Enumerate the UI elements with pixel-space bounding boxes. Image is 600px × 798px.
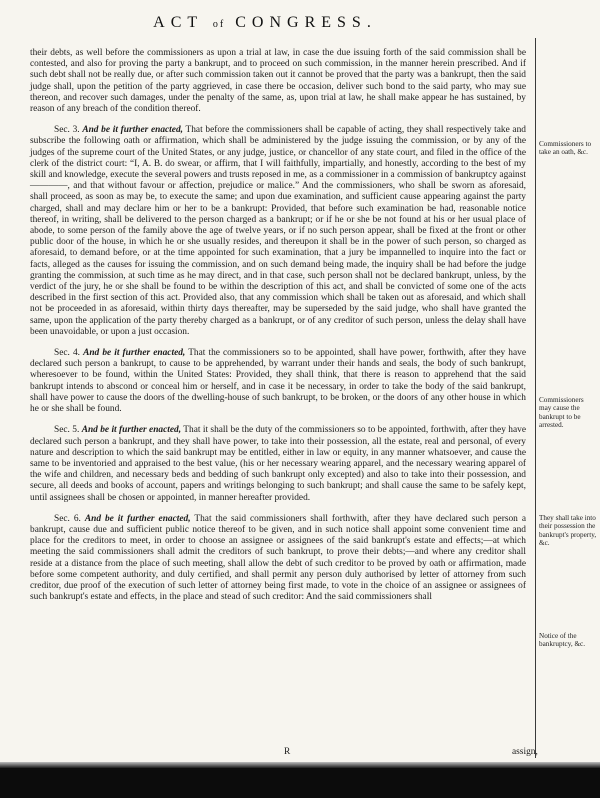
running-header <box>0 14 530 32</box>
section-5-text: That it shall be the duty of the commissioners so to be appointed, forthwith, after they have declared such person a bankrupt, and they shall have power, to take into their possession, all the estate, real and personal, of every nature and description to which the said bankrupt may be entitled, either in law or equity, in any manner whatsoever, and cause the same to be inventoried and appraised to the best value, (his or her necessary wearing apparel, and the necessary wearing apparel of the wife and children, and necessary beds and bedding of such bankrupt only excepted) and also to take into their possession, and secure, all deeds and books of account, papers and writings belonging to such bankrupt; and shall cause the same to be safely kept, until assignees shall be chosen or appointed, in manner hereafter provided. <box>30 425 526 503</box>
catchword: assign, <box>512 747 538 757</box>
header-congress: CONGRESS. <box>235 14 377 31</box>
body-text <box>30 48 526 603</box>
section-5-number: Sec. 5. <box>54 425 80 436</box>
section-4-enacting-clause: And be it further enacted, <box>83 348 186 359</box>
header-act: ACT <box>153 14 203 31</box>
section-6-enacting-clause: And be it further enacted, <box>84 513 191 524</box>
scan-border <box>0 762 600 798</box>
section-6-number: Sec. 6. <box>54 513 81 524</box>
section-4 <box>30 348 526 415</box>
section-5-enacting-clause: And be it further enacted, <box>81 425 182 436</box>
section-4-number: Sec. 4. <box>54 348 80 359</box>
section-4-text: That the commissioners so to be appointed, shall have power, forthwith, after they have declared such person a bankrupt, to cause to be apprehended, by warrant under their hands and seals, the body of such bankrupt, wheresoever to be found, within the United States: Provided, they shall think, that there is reason to apprehend that the said bankrupt intends to abscond or conceal him or herself, and in case it be necessary, in order to take the body of the said bankrupt, shall have power to cause the doors of the dwelling-house of such bankrupt, to be broken, or the doors of any other house in which he or she shall be found. <box>30 348 526 415</box>
margin-note-section-4: Commissioners may cause the bankrupt to be arrested. <box>539 396 584 430</box>
section-3-enacting-clause: And be it further enacted, <box>82 125 183 136</box>
scan-border-shadow <box>0 762 600 768</box>
margin-note-section-3: Commissioners to take an oath, &c. <box>539 140 592 157</box>
paragraph-continuation: their debts, as well before the commissioners as upon a trial at law, in case the due issuing forth of the said commission shall be contested, and also for proving the party a bankrupt, and to proceed on such commission, in the manner herein prescribed. And if such debt shall not be really due, or after such commission taken out it cannot be proved that the party was a bankrupt, then the said judge shall, upon the petition of the party aggrieved, in case there be occasion, deliver such bond to the said party, who may sue thereon, and recover such damages, under the penalty of the same, as, upon trial at law, he shall make appear he has sustained, by reason of any breach of the condition thereof. <box>30 48 526 115</box>
section-5 <box>30 425 526 503</box>
margin-note-section-6: Notice of the bankruptcy, &c. <box>539 632 586 649</box>
signature-mark: R <box>284 747 291 757</box>
section-6 <box>30 514 526 604</box>
header-of: of <box>212 19 226 30</box>
section-3-text: That before the commissioners shall be capable of acting, they shall respectively take and subscribe the following oath or affirmation, which shall be administered by the judge issuing the commission, or by any of the judges of the supreme court of the United States, or any judge, justice, or chancellor of any state court, and filed in the office of the clerk of the district court: “I, A. B. do swear, or affirm, that I will faithfully, impartially, and honestly, according to the best of my skill and knowledge, execute the several powers and trusts reposed in me, as a commissioner in a commission of bankruptcy against ————, and that without favour or affection, prejudice or malice.” And the commissioners, who shall be sworn as aforesaid, shall proceed, as soon as may be, to execute the same; and upon due examination, and sufficient cause appearing against the party charged, shall and may declare him or her to be a bankrupt: Provided, that before such examination be had, reasonable notice thereof, in writing, shall be delivered to the person charged as a bankrupt; or if he or she be not found at his or her usual place of abode, to some person of the family above the age of twelve years, or if no such person appear, shall be fixed at the front or other public door of the house, in which he or she usually resides, and thereupon it shall be in the power of such person, so charged as aforesaid, to demand before, or at the time appointed for such examination, that a jury be impannelled to inquire into the fact or facts, alleged as the causes for issuing the commission, and on such demand being made, the inquiry shall be had before the judge granting the commission, at such time as he may direct, and in that case, such person shall not be declared bankrupt, unless, by the verdict of the jury, he or she shall be found to be within the description of this act, and shall be convicted of some one of the acts described in the first section of this act. Provided also, that any commission which shall be taken out as aforesaid, and which shall not be proceeded in as aforesaid, within thirty days thereafter, may be superseded by the said judge, who shall have granted the same, upon the application of the party thereby charged as a bankrupt, or of any creditor of such person, unless the delay shall have been unavoidable, or upon a just occasion. <box>30 125 526 337</box>
margin-rule <box>535 38 536 758</box>
section-6-text: That the said commissioners shall forthwith, after they have declared such person a bankrupt, cause due and sufficient public notice thereof to be given, and in such notice shall appoint some convenient time and place for the creditors to meet, in order to choose an assignee or assignees of the said bankrupt's estate and effects;—at which meeting the said commissioners shall admit the creditors of such bankrupt, to prove their debts;—and where any creditor shall reside at a distance from the place of such meeting, shall allow the debt of such creditor to be proved by oath or affirmation, made before some competent authority, and duly certified, and shall permit any person duly authorised by letter of attorney from such creditor, due proof of the execution of such letter of attorney being first made, to vote in the choice of an assignee or assignees of such bankrupt's estate and effects, in the place and stead of such creditor: And the said commissioners shall <box>30 513 526 603</box>
section-3 <box>30 125 526 338</box>
page-footer <box>0 747 600 759</box>
margin-note-section-5: They shall take into their possession the bankrupt's property, &c. <box>539 514 597 548</box>
section-3-number: Sec. 3. <box>54 125 80 136</box>
